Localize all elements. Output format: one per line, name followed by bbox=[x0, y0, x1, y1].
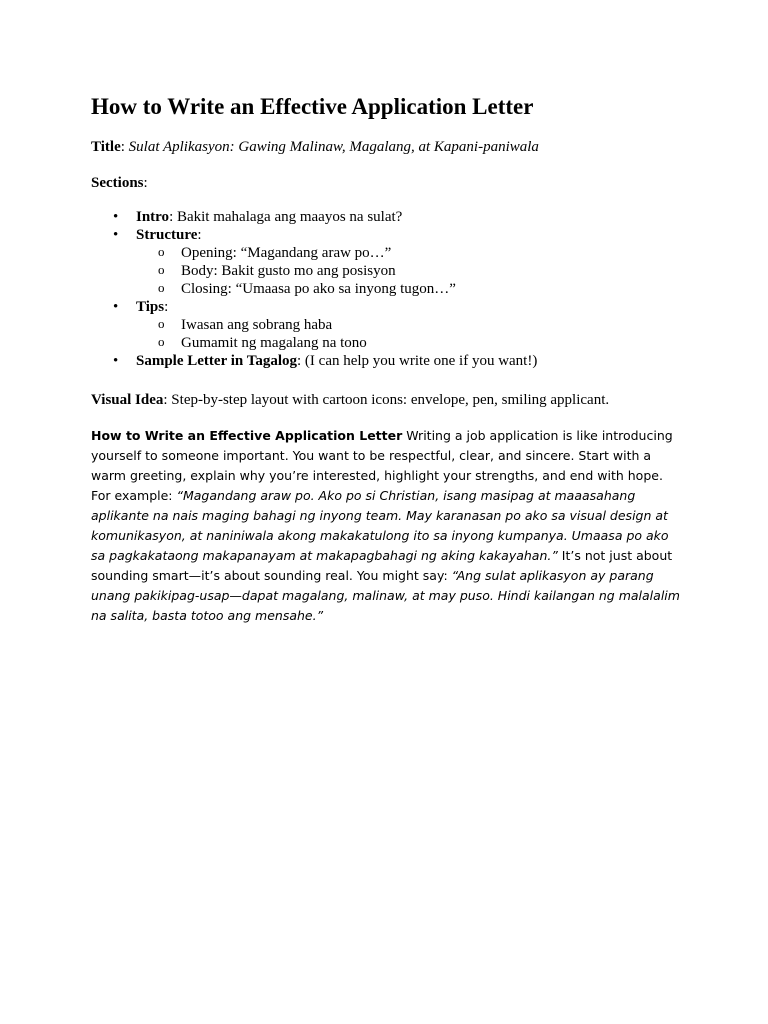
paragraph-quote-2: “Ang sulat aplikasyon ay parang unang pakikipag-usap—dapat magalang, malinaw, at may puso. Hindi kailangan ng malalalim na salita, basta totoo ang mensahe.” bbox=[91, 568, 680, 623]
paragraph-bold-lead: How to Write an Effective Application Letter bbox=[91, 428, 403, 443]
tips-label: Tips bbox=[136, 299, 165, 315]
structure-item-opening: Opening: “Magandang araw po…” bbox=[181, 245, 392, 261]
structure-item-body: Body: Bakit gusto mo ang posisyon bbox=[181, 263, 396, 279]
sections-heading bbox=[91, 173, 148, 193]
circle-bullet-icon: o bbox=[158, 244, 165, 259]
paragraph-text-1: Writing a job application is like introducing yourself to someone important. You want to be respectful, clear, and sincere. Start with a warm greeting, explain why you’re interested, highlight your strengths, and end with hope. For example: bbox=[91, 428, 673, 503]
circle-bullet-icon: o bbox=[158, 280, 165, 295]
title-label: Title bbox=[91, 139, 121, 155]
visual-idea-label: Visual Idea bbox=[91, 392, 164, 408]
sections-label: Sections bbox=[91, 175, 144, 191]
list-item-sample bbox=[91, 352, 537, 370]
list-item-tips bbox=[91, 298, 537, 352]
circle-bullet-icon: o bbox=[158, 334, 165, 349]
circle-bullet-icon: o bbox=[158, 262, 165, 277]
sublist-item bbox=[136, 262, 537, 280]
tips-colon: : bbox=[164, 299, 169, 315]
title-value: Sulat Aplikasyon: Gawing Malinaw, Magalang, at Kapani-paniwala bbox=[128, 139, 539, 155]
title-separator: : bbox=[120, 139, 125, 155]
structure-label: Structure bbox=[136, 227, 198, 243]
sample-text: : (I can help you write one if you want!) bbox=[297, 353, 538, 369]
bullet-icon: • bbox=[113, 227, 119, 243]
visual-idea-text: : Step-by-step layout with cartoon icons: envelope, pen, smiling applicant. bbox=[163, 392, 610, 408]
document-heading: How to Write an Effective Application Letter bbox=[91, 94, 534, 119]
structure-colon: : bbox=[197, 227, 202, 243]
list-item-intro bbox=[91, 208, 537, 226]
intro-label: Intro bbox=[136, 209, 170, 225]
sublist-item bbox=[136, 334, 537, 352]
paragraph-text-2: It’s not just about sounding smart—it’s about sounding real. You might say: bbox=[91, 548, 673, 583]
title-line bbox=[91, 137, 539, 157]
circle-bullet-icon: o bbox=[158, 316, 165, 331]
visual-idea-line bbox=[91, 390, 609, 410]
tips-sublist bbox=[136, 316, 537, 352]
sections-colon: : bbox=[143, 175, 148, 191]
sublist-item bbox=[136, 280, 537, 298]
sections-list bbox=[91, 208, 537, 370]
sublist-item bbox=[136, 244, 537, 262]
body-paragraph bbox=[91, 426, 683, 626]
sample-label: Sample Letter in Tagalog bbox=[136, 353, 297, 369]
intro-text: : Bakit mahalaga ang maayos na sulat? bbox=[169, 209, 403, 225]
structure-sublist bbox=[136, 244, 537, 298]
sublist-item bbox=[136, 316, 537, 334]
tips-item-1: Iwasan ang sobrang haba bbox=[181, 317, 333, 333]
structure-item-closing: Closing: “Umaasa po ako sa inyong tugon…” bbox=[181, 281, 456, 297]
bullet-icon: • bbox=[113, 353, 119, 369]
bullet-icon: • bbox=[113, 209, 119, 225]
list-item-structure bbox=[91, 226, 537, 298]
tips-item-2: Gumamit ng magalang na tono bbox=[181, 335, 367, 351]
bullet-icon: • bbox=[113, 299, 119, 315]
paragraph-quote-1: “Magandang araw po. Ako po si Christian, isang masipag at maaasahang aplikante na nais maging bahagi ng inyong team. May karanasan po ako sa visual design at komunikasyon, at naniniwala akong makakatulong ito sa inyong kumpanya. Umaasa po ako sa pagkakataong makapanayam at makapagbahagi ng aking kakayahan.” bbox=[91, 488, 669, 563]
